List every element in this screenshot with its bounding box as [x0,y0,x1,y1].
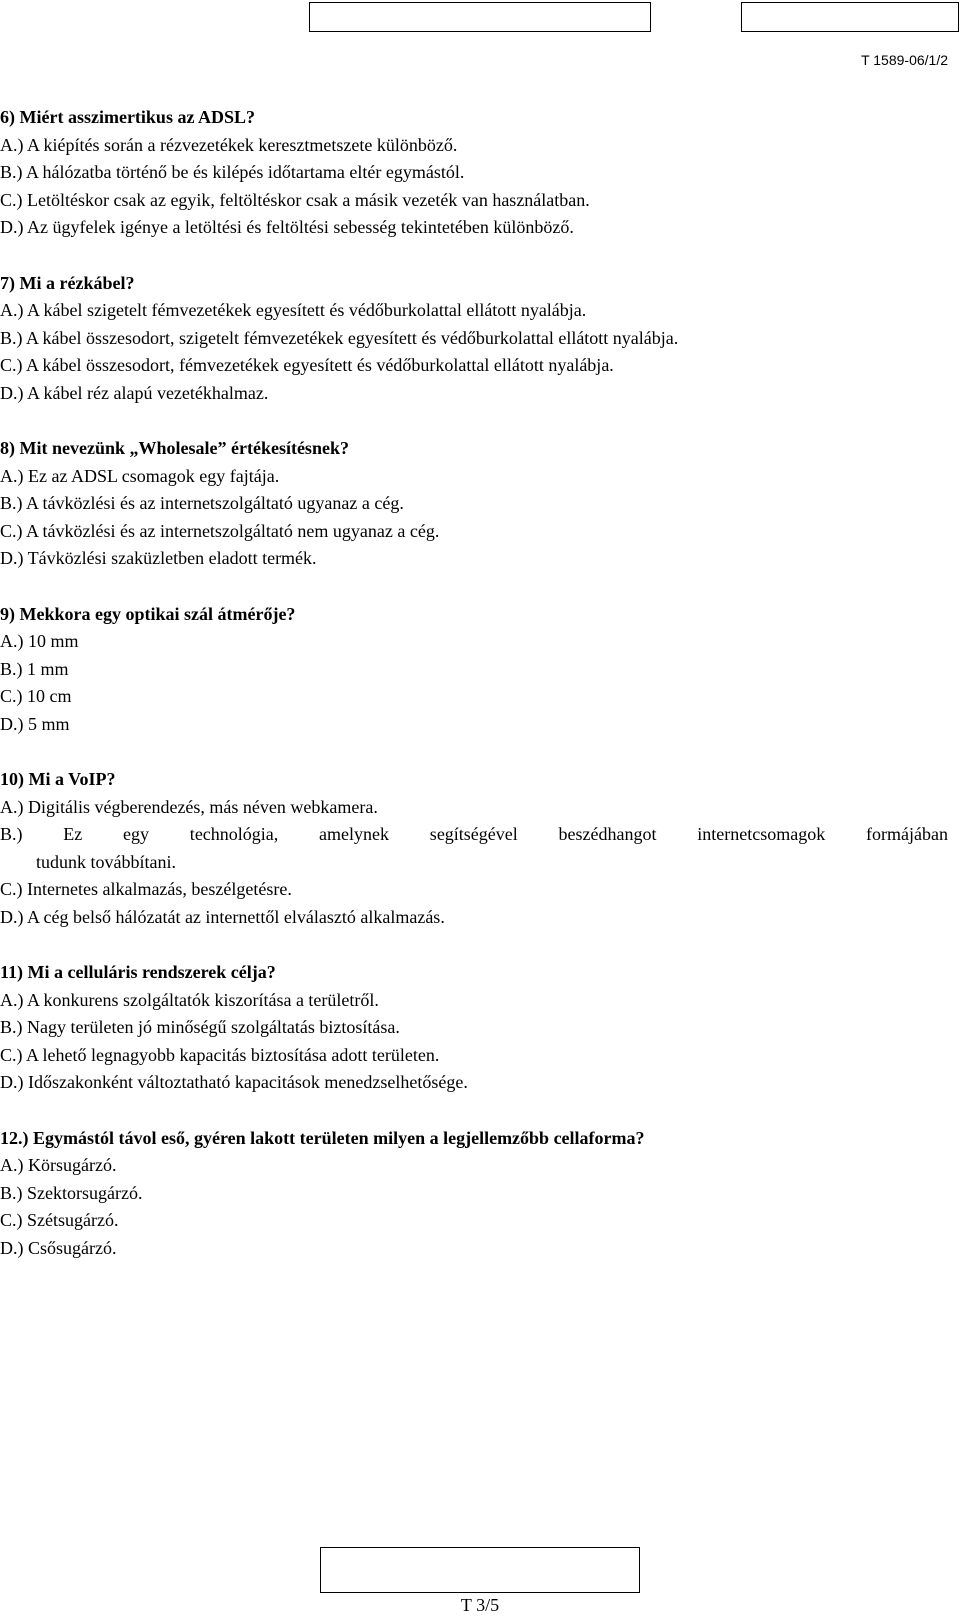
question-6 [0,104,948,242]
answer-option: B.) A kábel összesodort, szigetelt fémvezetékek egyesített és védőburkolattal ellátott nyalábja. [0,327,679,348]
answer-option: C.) A kábel összesodort, fémvezetékek egyesített és védőburkolattal ellátott nyalábja. [0,355,614,375]
answer-option: C.) Letöltéskor csak az egyik, feltöltéskor csak a másik vezeték van használatban. [0,189,590,210]
question-12 [0,1125,948,1263]
answer-option: A.) 10 mm [0,631,79,651]
answer-option: B.) A távközlési és az internetszolgáltató ugyanaz a cég. [0,493,404,513]
question-title: 10) Mi a VoIP? [0,769,116,789]
answer-option: B.) Szektorsugárzó. [0,1182,143,1203]
answer-option: A.) A konkurens szolgáltatók kiszorítása a területről. [0,989,379,1010]
question-10 [0,766,948,931]
answer-option: B.) 1 mm [0,658,69,679]
answer-option: A.) A kábel szigetelt fémvezetékek egyesített és védőburkolattal ellátott nyalábja. [0,300,587,320]
answer-option: D.) Az ügyfelek igénye a letöltési és feltöltési sebesség tekintetében különböző. [0,217,574,237]
answer-option: C.) A távközlési és az internetszolgáltató nem ugyanaz a cég. [0,520,440,541]
footer-blank-box [320,1547,640,1593]
question-9 [0,601,948,739]
answer-option-continuation [0,849,948,877]
question-list [0,104,948,1290]
answer-option: C.) Internetes alkalmazás, beszélgetésre. [0,879,292,899]
answer-option: A.) Digitális végberendezés, más néven webkamera. [0,796,378,817]
document-code: T 1589-06/1/2 [861,52,948,68]
answer-option: B.) Nagy területen jó minőségű szolgáltatás biztosítása. [0,1017,400,1037]
question-title: 9) Mekkora egy optikai szál átmérője? [0,603,296,624]
answer-option: C.) 10 cm [0,686,72,706]
page-number: T 3/5 [460,1595,500,1615]
question-title: 6) Miért asszimertikus az ADSL? [0,107,255,127]
question-7 [0,270,948,408]
answer-continuation-text: tudunk továbbítani. [36,851,176,872]
answer-option: C.) Szétsugárzó. [0,1210,119,1230]
answer-option: D.) A kábel réz alapú vezetékhalmaz. [0,382,269,403]
answer-option: A.) A kiépítés során a rézvezetékek keresztmetszete különböző. [0,134,458,155]
answer-option: D.) A cég belső hálózatát az internettől elválasztó alkalmazás. [0,906,445,927]
answer-option: B.) Ez egy technológia, amelynek segítségével beszédhangot internetcsomagok formájában [0,824,948,844]
answer-option: A.) Körsugárzó. [0,1155,117,1175]
question-11 [0,959,948,1097]
question-title: 8) Mit nevezünk „Wholesale” értékesítésnek? [0,438,349,458]
answer-option: D.) 5 mm [0,713,70,734]
header-blank-box-1 [309,2,651,32]
question-title: 11) Mi a celluláris rendszerek célja? [0,962,276,982]
answer-option: B.) A hálózatba történő be és kilépés időtartama eltér egymástól. [0,162,465,182]
question-title: 12.) Egymástól távol eső, gyéren lakott területen milyen a legjellemzőbb cellaforma? [0,1127,645,1148]
answer-option: D.) Időszakonként változtatható kapacitások menedzselhetősége. [0,1072,468,1092]
answer-option: C.) A lehető legnagyobb kapacitás biztosítása adott területen. [0,1044,440,1065]
answer-option: D.) Távközlési szaküzletben eladott termék. [0,548,317,568]
question-title: 7) Mi a rézkábel? [0,272,135,293]
header-blank-box-2 [741,2,959,32]
question-8 [0,435,948,573]
answer-option: D.) Csősugárzó. [0,1237,117,1258]
answer-option: A.) Ez az ADSL csomagok egy fajtája. [0,465,280,486]
